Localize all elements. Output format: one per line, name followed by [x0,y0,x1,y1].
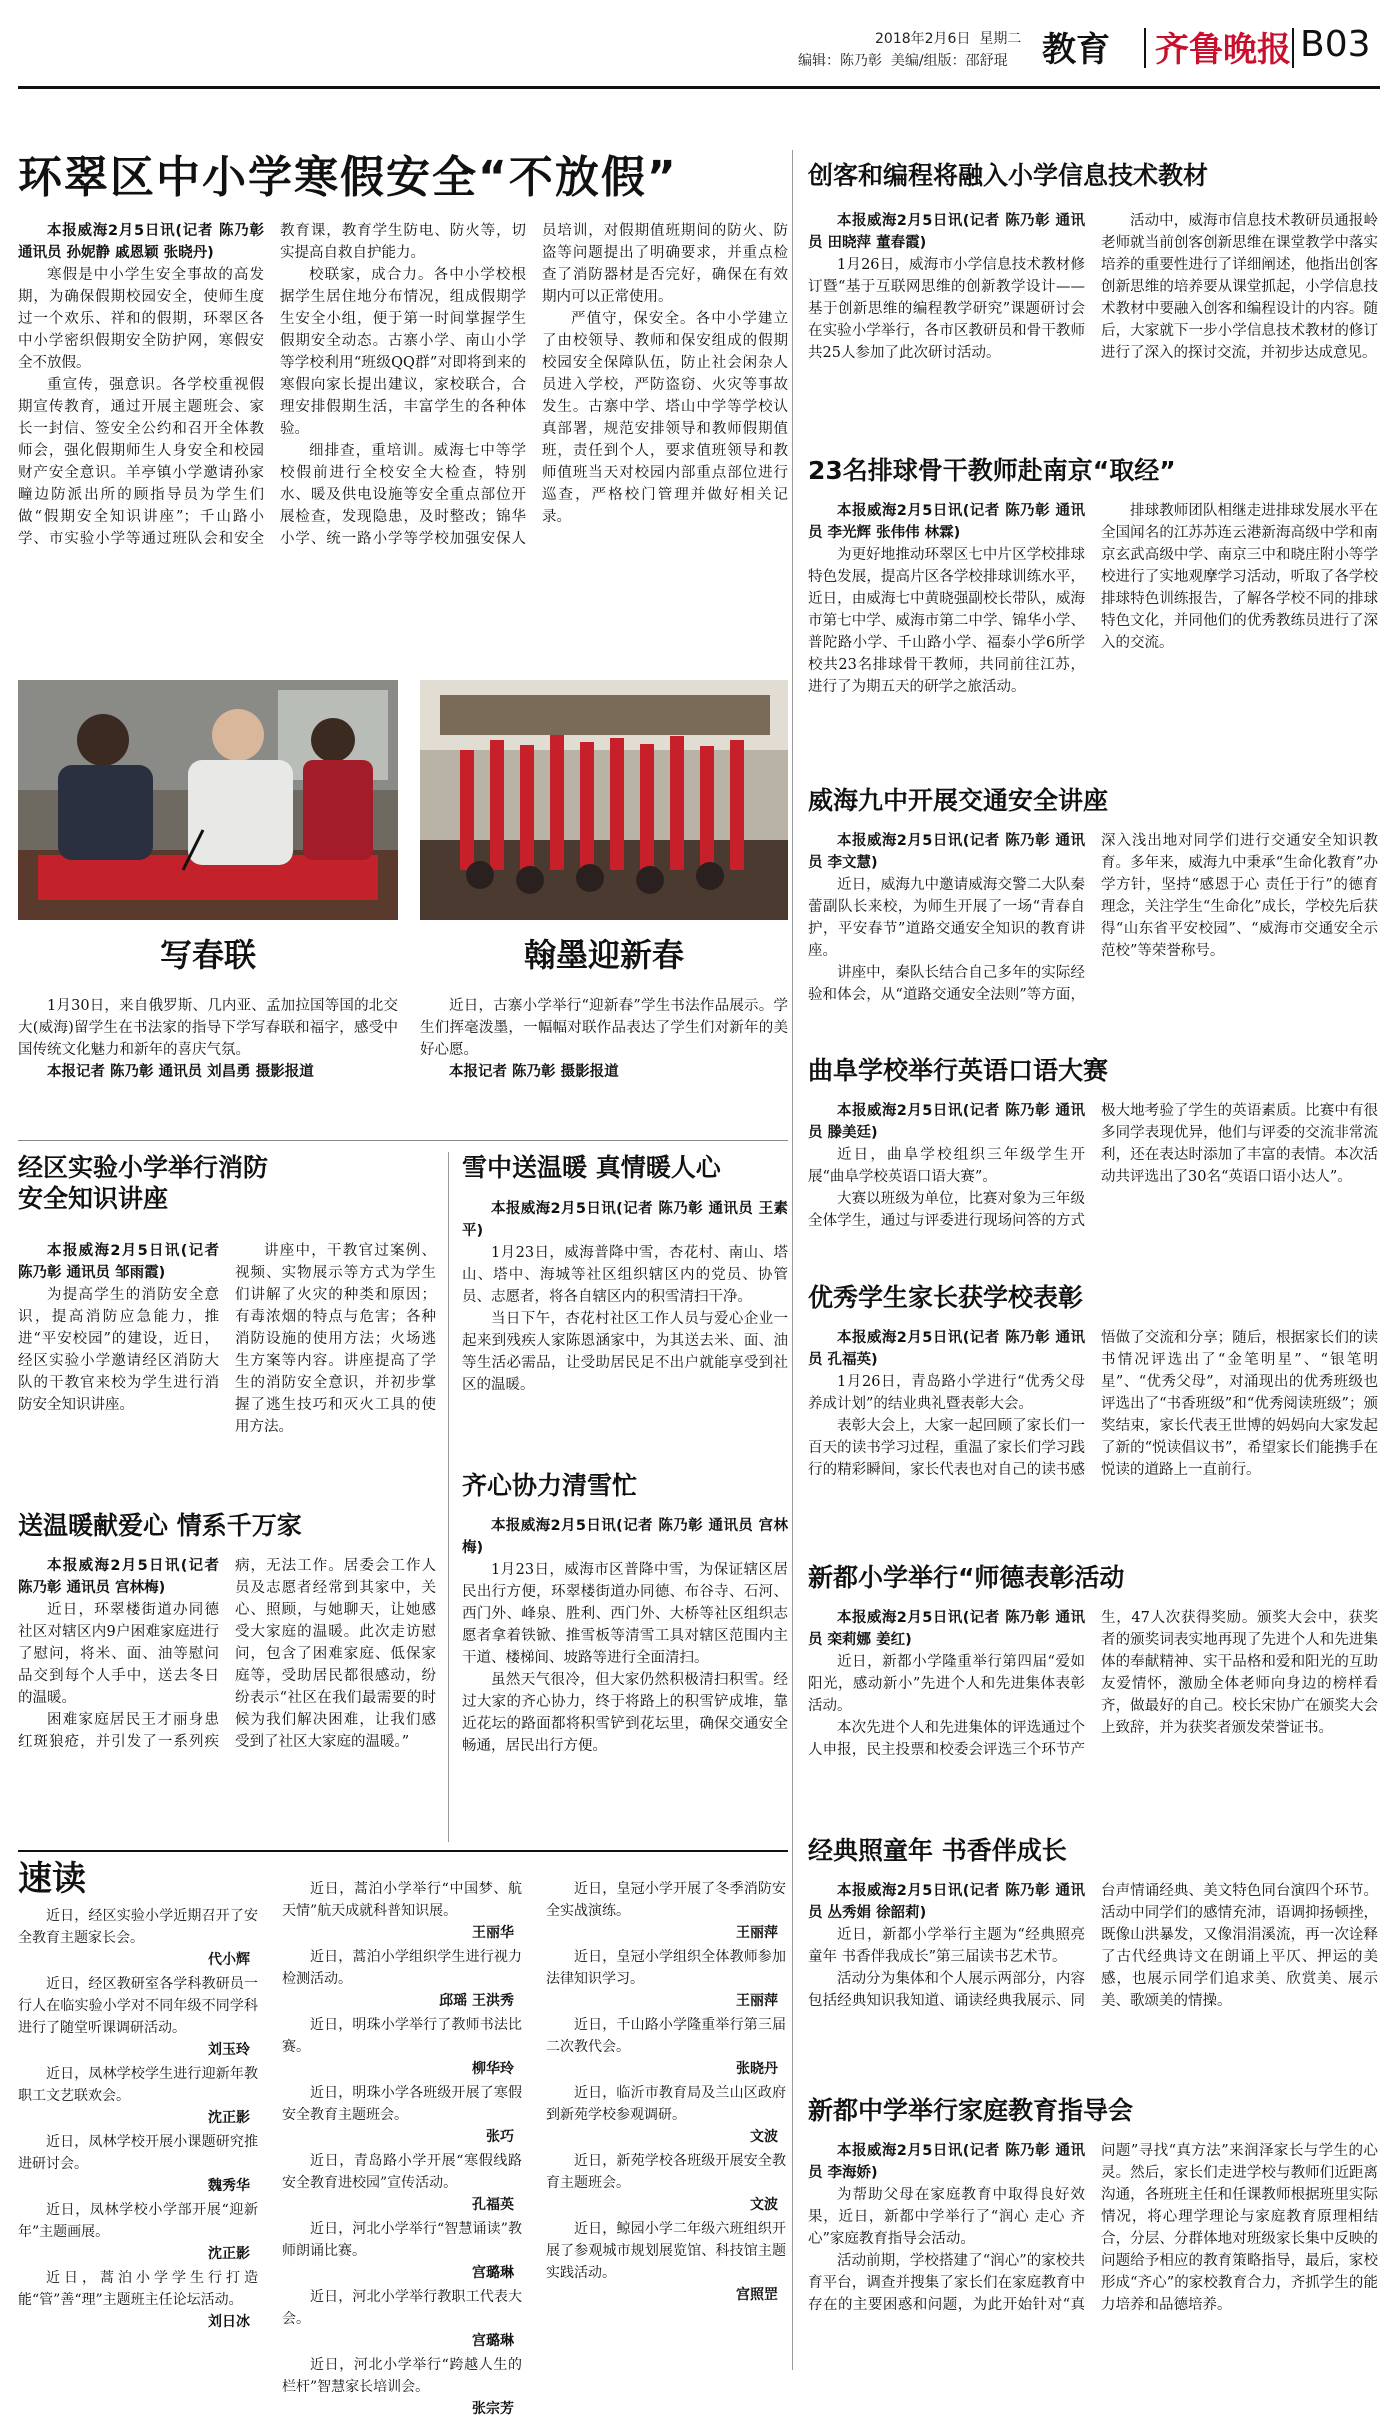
article-body-family-education [808,2140,1378,2385]
byline: 本报威海2月5日讯(记者 陈乃彰 通讯员 滕美廷) [808,1103,1085,1141]
shovel-article-body [462,1515,788,1840]
caption-right [420,995,788,1083]
lead-paragraph: 校联家，成合力。各中小学校根据学生居住地分布情况，组成假期学生安全小组，便于第一时间掌握学生假期安全动态。古寨小学、南山小学等学校利用“班级QQ群”对即将到来的寒假向家长提出建议，家校联合，合理安排假期生活，丰富学生的各种体验。 [280,267,526,437]
photo-spring-couplets [18,680,398,920]
byline: 本报威海2月5日讯(记者 陈乃彰 通讯员 李海娇) [808,2143,1085,2181]
column-divider [448,1152,449,1842]
brief-item [18,2063,258,2129]
brief-item [282,1878,522,1944]
byline: 本报威海2月5日讯(记者 陈乃彰 通讯员 宫林梅) [462,1518,788,1556]
brief-item [18,2199,258,2265]
paragraph: 活动分为集体和个人展示两部分，内容包括经典知识我知道、诵读经典我展示、同台声情诵经典、美文特色同台演四个环节。活动中同学们的感情充沛，语调抑扬顿挫，既像山洪暴发，又像涓涓溪流，再一次诠释了古代经典诗文在朗诵上平仄、押运的美感，也展示同学们追求美、欣赏美、展示美、歌颂美的情操。 [808,1883,1378,2009]
paragraph: 虽然天气很冷，但大家仍然积极清扫积雪。经过大家的齐心协力，终于将路上的积雪铲成堆，靠近花坛的路面都将积雪铲到花坛里，确保交通安全畅通，居民出行方便。 [462,1672,788,1754]
paragraph: 当日下午，杏花村社区工作人员与爱心企业一起来到残疾人家陈恩涵家中，为其送去米、面、油等生活必需品，让受助居民足不出户就能享受到社区的温暖。 [462,1311,788,1393]
byline: 本报威海2月5日讯(记者 陈乃彰 通讯员 栾莉娜 姜红) [808,1610,1085,1648]
brief-author: 王丽华 [472,1925,514,1941]
brief-author: 刘日冰 [208,2314,250,2330]
brief-text: 近日，鲸园小学二年级六班组织开展了参观城市规划展览馆、科技馆主题实践活动。 [546,2221,786,2281]
lead-article-body [18,220,788,666]
paragraph: 为提高学生的消防安全意识，提高消防应急能力，推进“平安校园”的建设，近日，经区实验小学邀请经区消防大队的干教官来校为学生进行消防安全知识讲座。 [18,1287,219,1413]
brief-item [18,2267,258,2333]
photo-credit: 本报记者 陈乃彰 摄影报道 [449,1064,619,1080]
brief-text: 近日，新苑学校各班级开展安全教育主题班会。 [546,2153,786,2191]
page-number: B03 [1300,24,1371,65]
brief-item [18,1973,258,2061]
brief-author: 文波 [750,2197,778,2213]
lead-paragraph: 细排查，重培训。威海七中等学校假前进行全校安全大检查，特别水、暖及供电设施等安全重点部位开展检查，发现隐患，及时整改；锦华小学、统一路小学等学校加强安保人员培训，对假期值班期间的防火、防盗等问题提出了明确要求，并重点检查了消防器材是否完好，确保在有效期内可以正常使用。 [280,223,788,547]
brief-text: 近日，蒿泊小学学生行打造能“管”善“理”主题班主任论坛活动。 [18,2270,258,2308]
brief-author: 柳华玲 [472,2061,514,2077]
divider [18,1850,788,1852]
article-body-traffic-safety [808,830,1378,1045]
lead-paragraph: 重宣传，强意识。各学校重视假期宣传教育，通过开展主题班会、家长一封信、签安全公约和召开全体教师会，强化假期师生人身安全和校园财产安全意识。羊亭镇小学邀请孙家疃边防派出所的顾指导员为学生们做“假期安全知识讲座”；千山路小学、市实验小学等通过班队会和安全教育课，教育学生防电、防火等，切实提高自救自护能力。 [18,223,526,547]
brief-text: 近日，青岛路小学开展“寒假线路安全教育进校园”宣传活动。 [282,2153,522,2191]
headline-maker-coding: 创客和编程将融入小学信息技术教材 [808,161,1209,190]
brief-item [18,1905,258,1971]
article-body-maker-coding [808,210,1378,460]
paragraph: 困难家庭居民王才丽身患红斑狼疮，并引发了一系列疾病，无法工作。居委会工作人员及志愿者经常到其家中，关心、照顾，与她聊天，让她感受大家庭的温暖。此次走访慰问，包含了困难家庭、低保家庭等，受助居民都很感动，纷纷表示“社区在我们最需要的时候为我们解决困难，让我们感受到了社区大家庭的温暖。” [18,1558,436,1750]
brief-item [282,2082,522,2148]
paragraph: 为更好地推动环翠区七中片区学校排球特色发展，提高片区各学校排球训练水平，近日，由威海七中黄晓强副校长带队，威海市第七中学、威海市第二中学、锦华小学、普陀路小学、千山路小学、福泰小学6所学校共23名排球骨干教师，共同前往江苏，进行了为期五天的研学之旅活动。 [808,547,1085,695]
brief-text: 近日，皇冠小学组织全体教师参加法律知识学习。 [546,1949,786,1987]
speed-read-col2 [282,1878,522,2417]
brief-item [546,2218,786,2306]
article-body-parents-award [808,1327,1378,1552]
byline: 本报威海2月5日讯(记者 陈乃彰 通讯员 李文慧) [808,833,1085,871]
divider [18,1140,788,1141]
paragraph: 近日，环翠楼街道办同德社区对辖区内9户困难家庭进行了慰问，将米、面、油等慰问品交到每个人手中，送去冬日的温暖。 [18,1602,219,1706]
byline: 本报威海2月5日讯(记者 陈乃彰 通讯员 田晓萍 董春霞) [808,213,1085,251]
headline-snow-clearing: 齐心协力清雪忙 [462,1471,638,1500]
headline-volleyball: 23名排球骨干教师赴南京“取经” [808,456,1176,485]
brief-author: 孔福英 [472,2197,514,2213]
speed-read-col1 [18,1905,258,2385]
warmth-article-body [18,1555,436,1840]
paragraph: 讲座中，秦队长结合自己多年的实际经验和体会，从“道路交通安全法则”等方面，深入浅出地对同学们进行交通安全知识教育。多年来，威海九中秉承“生命化教育”办学方针，坚持“感恩于心 责任于行”的德育理念，关注学生“生命化”成长，学校先后获得“山东省平安校园”、“威海市交通安全示范校”等荣誉称号。 [808,833,1378,1003]
brief-author: 张宗芳 [472,2401,514,2417]
brief-item [546,1946,786,2012]
header-rule [18,86,1380,89]
brief-author: 刘玉玲 [208,2042,250,2058]
headline-parents-award: 优秀学生家长获学校表彰 [808,1283,1084,1312]
brief-text: 近日，蒿泊小学举行“中国梦、航天情”航天成就科普知识展。 [282,1881,522,1919]
headline-traffic-safety: 威海九中开展交通安全讲座 [808,786,1109,815]
paragraph: 1月26日，青岛路小学进行“优秀父母养成计划”的结业典礼暨表彰大会。 [808,1374,1085,1412]
brief-item [18,2131,258,2197]
paragraph: 为帮助父母在家庭教育中取得良好效果，近日，新都中学举行了“润心 走心 齐心”家庭教育指导会活动。 [808,2187,1085,2247]
headline-family-education: 新都中学举行家庭教育指导会 [808,2096,1134,2125]
brief-text: 近日，河北小学举行教职工代表大会。 [282,2289,522,2327]
byline: 本报威海2月5日讯(记者 陈乃彰 通讯员 李光辉 张伟伟 林霖) [808,503,1085,541]
article-body-english-contest [808,1100,1378,1270]
brief-text: 近日，明珠小学各班级开展了寒假安全教育主题班会。 [282,2085,522,2123]
paragraph: 活动前期，学校搭建了“润心”的家校共育平台，调查并搜集了家长们在家庭教育中存在的主要困惑和问题，为此开始针对“真问题”寻找“真方法”来润泽家长与学生的心灵。然后，家长们走进学校与教师们近距离沟通，各班班主任和任课教师根据班里实际情况，将心理学理论与家庭教育原理相结合，分层、分群体地对班级家长集中反映的问题给予相应的教育策略指导，最后，家校形成“齐心”的家校教育合力，齐抓学生的能力培养和品德培养。 [808,2143,1378,2313]
brief-author: 代小辉 [208,1952,250,1968]
photo-calligraphy-show [420,680,788,920]
brief-text: 近日，明珠小学举行了教师书法比赛。 [282,2017,522,2055]
headline-snow: 雪中送温暖 真情暖人心 [462,1153,721,1182]
headline-warmth: 送温暖献爱心 情系千万家 [18,1511,302,1540]
brief-item [546,2082,786,2148]
brief-text: 近日，蒿泊小学组织学生进行视力检测活动。 [282,1949,522,1987]
column-divider [792,150,793,2370]
speed-read-title: 速读 [18,1859,86,1899]
paragraph: 表彰大会上，大家一起回顾了家长们一百天的读书学习过程，重温了家长们学习践行的精彩瞬间，家长代表也对自己的读书感悟做了交流和分享；随后，根据家长们的读书情况评选出了“金笔明星”、“银笔明星”、“优秀父母”，对涌现出的优秀班级也评选出了“书香班级”和“优秀阅读班级”；颁奖结束，家长代表王世博的妈妈向大家发起了新的“悦读倡议书”，希望家长们能携手在悦读的道路上一直前行。 [808,1330,1378,1478]
brief-text: 近日，临沂市教育局及兰山区政府到新苑学校参观调研。 [546,2085,786,2123]
caption-title-left: 写春联 [159,936,256,974]
brief-item [282,2218,522,2284]
brief-item [282,2286,522,2352]
paragraph: 讲座中，干教官过案例、视频、实物展示等方式为学生们讲解了火灾的种类和原因；有毒浓烟的特点与危害；各种消防设施的使用方法；火场逃生方案等内容。讲座提高了学生的消防安全意识，并初步掌握了逃生技巧和灭火工具的使用方法。 [235,1243,436,1435]
brand-logo: 齐鲁晚报 [1155,30,1291,70]
brief-author: 张巧 [486,2129,514,2145]
brief-author: 文波 [750,2129,778,2145]
brief-item [546,2014,786,2080]
byline: 本报威海2月5日讯(记者 陈乃彰 通讯员 丛秀娟 徐韶莉) [808,1883,1085,1921]
photo-credit: 本报记者 陈乃彰 通讯员 刘昌勇 摄影报道 [47,1064,314,1080]
brief-author: 魏秀华 [208,2178,250,2194]
paragraph: 1月23日，威海市区普降中雪，为保证辖区居民出行方便，环翠楼街道办同德、布谷寺、石河、西门外、峰泉、胜利、西门外、大桥等社区组织志愿者拿着铁锨、推雪板等清雪工具对辖区范围内主干道、楼梯间、坡路等进行全面清扫。 [462,1562,788,1666]
article-body-volleyball [808,500,1378,775]
brief-author: 王丽萍 [736,1925,778,1941]
paragraph: 本次先进个人和先进集体的评选通过个人申报，民主投票和校委会评选三个环节产生，47人次获得奖励。颁奖大会中，获奖者的颁奖词表实地再现了先进个人和先进集体的奉献精神、实干品格和爱和阳光的互助友爱情怀，激励全体老师向身边的榜样看齐，做最好的自己。校长宋协广在颁奖大会上致辞，并为获奖者颁发荣誉证书。 [808,1610,1378,1758]
brief-text: 近日，河北小学举行“跨越人生的栏杆”智慧家长培训会。 [282,2357,522,2395]
caption-text: 1月30日，来自俄罗斯、几内亚、孟加拉国等国的北交大(威海)留学生在书法家的指导下学写春联和福字，感受中国传统文化魅力和新年的喜庆气氛。 [18,998,398,1058]
paragraph: 近日，新都小学隆重举行第四届“爱如阳光，感动新小”先进个人和先进集体表彰活动。 [808,1654,1085,1714]
brief-text: 近日，凤林学校开展小课题研究推进研讨会。 [18,2134,258,2172]
brief-item [282,1946,522,2012]
paragraph: 近日，新都小学举行主题为“经典照亮童年 书香伴我成长”第三届读书艺术节。 [808,1927,1085,1965]
article-body-teacher-ethics [808,1607,1378,1827]
speed-read-col3 [546,1878,786,2385]
brief-author: 张晓丹 [736,2061,778,2077]
article-body-classics-reading [808,1880,1378,2080]
caption-left [18,995,398,1083]
byline: 本报威海2月5日讯(记者 陈乃彰 通讯员 孔福英) [808,1330,1085,1368]
paragraph: 活动中，威海市信息技术教研员通报岭老师就当前创客创新思维在课堂教学中落实培养的重要性进行了详细阐述，他指出创客创新思维的培养要从课堂抓起，小学信息技术教材中要融入创客和编程设计的内容。随后，大家就下一步小学信息技术教材的修订进行了深入的探讨交流，并初步达成意见。 [1101,213,1378,361]
brief-text: 近日，皇冠小学开展了冬季消防安全实战演练。 [546,1881,786,1919]
lead-paragraph: 严值守，保安全。各中小学建立了由校领导、教师和保安组成的假期校园安全保障队伍，防止社会闲杂人员进入学校，严防盗窃、火灾等事故发生。古寨中学、塔山中学等学校认真部署，规范安排领导和教师假期值班，责任到个人，要求值班领导和教师值班当天对校园内部重点部位进行巡查，严格校门管理并做好相关记录。 [542,311,788,525]
brief-author: 宫璐琳 [472,2333,514,2349]
headline-teacher-ethics: 新都小学举行“师德表彰活动 [808,1563,1125,1592]
paragraph: 排球教师团队相继走进排球发展水平在全国闻名的江苏苏连云港新海高级中学和南京玄武高级中学、南京三中和晓庄附小等学校进行了实地观摩学习活动，听取了各学校排球特色训练报告，了解各学校不同的排球特色文化，并同他们的优秀教练员进行了深入的交流。 [1101,503,1378,651]
header-date: 2018年2月6日 星期二 [875,31,1022,47]
brief-item [282,2150,522,2216]
brief-author: 宫照罡 [736,2287,778,2303]
snow-article-body [462,1198,788,1438]
fire-article-body [18,1240,436,1500]
brief-author: 沈正影 [208,2110,250,2126]
byline: 本报威海2月5日讯(记者 陈乃彰 通讯员 王素平) [462,1201,788,1239]
brief-item [546,1878,786,1944]
brief-author: 王丽萍 [736,1993,778,2009]
brief-author: 邱瑶 王洪秀 [439,1993,514,2009]
brief-text: 近日，凤林学校小学部开展“迎新年”主题画展。 [18,2202,258,2240]
headline-english-contest: 曲阜学校举行英语口语大赛 [808,1056,1109,1085]
header-divider [1144,28,1146,68]
brief-author: 宫璐琳 [472,2265,514,2281]
header-credits: 编辑：陈乃彰 美编/组版：邵舒琨 [798,53,1008,69]
brief-item [282,2354,522,2420]
brief-author: 沈正影 [208,2246,250,2262]
headline-fire-safety: 经区实验小学举行消防安全知识讲座 [18,1153,269,1214]
brief-item [546,2150,786,2216]
lead-paragraph: 寒假是中小学生安全事故的高发期，为确保假期校园安全，使师生度过一个欢乐、祥和的假期，环翠区各中小学密织假期安全防护网，寒假安全不放假。 [18,267,264,371]
paragraph: 1月23日，威海普降中雪，杏花村、南山、塔山、塔中、海城等社区组织辖区内的党员、协管员、志愿者，将各自辖区内的积雪清扫干净。 [462,1245,788,1305]
byline: 本报威海2月5日讯(记者 陈乃彰 通讯员 宫林梅) [18,1558,219,1596]
brief-text: 近日，千山路小学隆重举行第三届二次教代会。 [546,2017,786,2055]
brief-text: 近日，河北小学举行“智慧诵读”教师朗诵比赛。 [282,2221,522,2259]
brief-text: 近日，经区实验小学近期召开了安全教育主题家长会。 [18,1908,258,1946]
lead-headline: 环翠区中小学寒假安全“不放假” [18,152,678,203]
brief-text: 近日，经区教研室各学科教研员一行人在临实验小学对不同年级不同学科进行了随堂听课调研活动。 [18,1976,258,2036]
header-divider-2 [1292,28,1294,68]
caption-title-right: 翰墨迎新春 [523,936,684,974]
paragraph: 1月26日，威海市小学信息技术教材修订暨“基于互联网思维的创新教学设计——基于创新思维的编程教学研究”课题研讨会在实验小学举行，各市区教研员和骨干教师共25人参加了此次研讨活动。 [808,257,1085,361]
byline: 本报威海2月5日讯(记者 陈乃彰 通讯员 邹雨霞) [18,1243,219,1281]
paragraph: 大赛以班级为单位，比赛对象为三年级全体学生，通过与评委进行现场问答的方式极大地考验了学生的英语素质。比赛中有很多同学表现优异，他们与评委的交流非常流利，还在表达时添加了丰富的表情。本次活动共评选出了30名“英语口语小达人”。 [808,1103,1378,1229]
section-title: 教育 [1042,30,1110,70]
paragraph: 近日，曲阜学校组织三年级学生开展“曲阜学校英语口语大赛”。 [808,1147,1085,1185]
caption-text: 近日，古寨小学举行“迎新春”学生书法作品展示。学生们挥毫泼墨，一幅幅对联作品表达了学生们对新年的美好心愿。 [420,998,788,1058]
brief-item [282,2014,522,2080]
lead-byline: 本报威海2月5日讯(记者 陈乃彰 通讯员 孙妮静 戚恩颖 张晓丹) [18,223,264,261]
brief-text: 近日，凤林学校学生进行迎新年教职工文艺联欢会。 [18,2066,258,2104]
paragraph: 近日，威海九中邀请威海交警二大队秦蕾副队长来校，为师生开展了一场“青春自护，平安春节”道路交通安全知识的教育讲座。 [808,877,1085,959]
headline-classics-reading: 经典照童年 书香伴成长 [808,1836,1067,1865]
